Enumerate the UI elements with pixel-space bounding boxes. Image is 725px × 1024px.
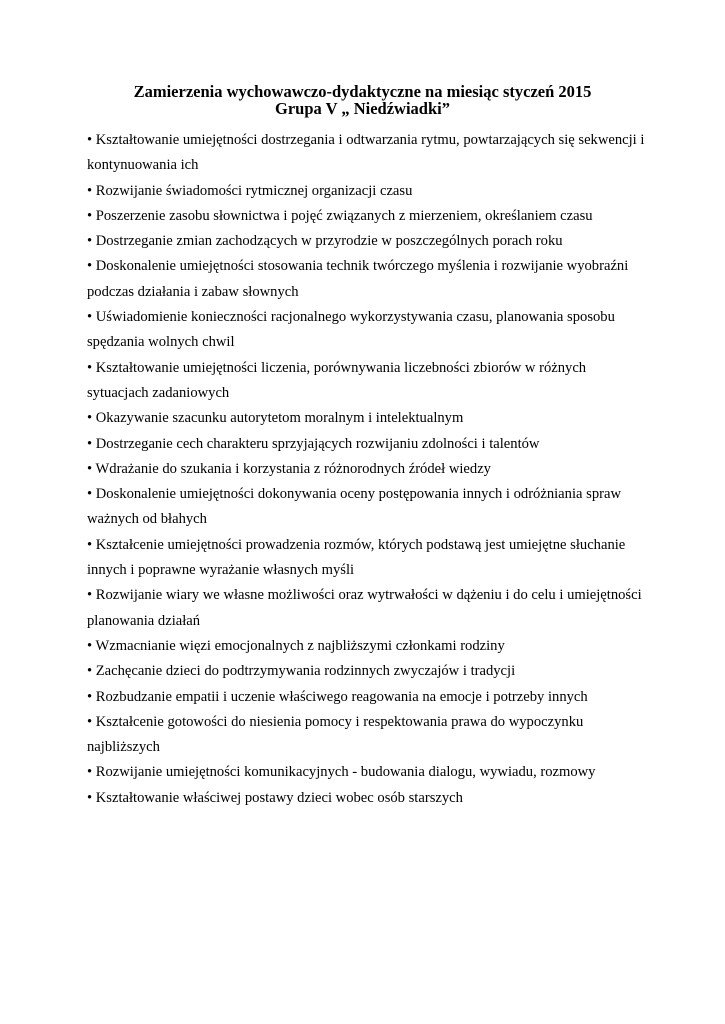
list-item: • Dostrzeganie cech charakteru sprzyjających rozwijaniu zdolności i talentów <box>87 435 540 452</box>
list-item: • Wdrażanie do szukania i korzystania z różnorodnych źródeł wiedzy <box>87 460 491 477</box>
list-item: • Rozwijanie wiary we własne możliwości oraz wytrwałości w dążeniu i do celu i umiejętności planowania działań <box>87 587 642 629</box>
list-item: • Wzmacnianie więzi emocjonalnych z najbliższymi członkami rodziny <box>87 637 505 654</box>
list-item: • Doskonalenie umiejętności dokonywania oceny postępowania innych i odróżniania spraw ważnych od błahych <box>87 486 621 528</box>
list-item: • Kształtowanie umiejętności dostrzegania i odtwarzania rytmu, powtarzających się sekwencji i kontynuowania ich <box>87 132 645 174</box>
title-line-1: Zamierzenia wychowawczo-dydaktyczne na miesiąc styczeń 2015 <box>133 82 592 101</box>
list-item: • Poszerzenie zasobu słownictwa i pojęć związanych z mierzeniem, określaniem czasu <box>87 207 593 224</box>
goals-list <box>87 128 647 811</box>
list-item: • Doskonalenie umiejętności stosowania technik twórczego myślenia i rozwijanie wyobraźni podczas działania i zabaw słownych <box>87 258 629 300</box>
list-item: • Rozbudzanie empatii i uczenie właściwego reagowania na emocje i potrzeby innych <box>87 688 588 705</box>
list-item: • Kształtowanie właściwej postawy dzieci wobec osób starszych <box>87 789 463 806</box>
list-item: • Kształcenie umiejętności prowadzenia rozmów, których podstawą jest umiejętne słuchanie innych i poprawne wyrażanie własnych myśli <box>87 536 626 579</box>
list-item: • Kształcenie gotowości do niesienia pomocy i respektowania prawa do wypoczynku najbliższych <box>87 713 584 756</box>
list-item: • Uświadomienie konieczności racjonalnego wykorzystywania czasu, planowania sposobu spędzania wolnych chwil <box>87 309 615 351</box>
list-item: • Rozwijanie świadomości rytmicznej organizacji czasu <box>87 182 413 199</box>
document-title <box>0 83 725 117</box>
list-item: • Zachęcanie dzieci do podtrzymywania rodzinnych zwyczajów i tradycji <box>87 663 516 680</box>
list-item: • Rozwijanie umiejętności komunikacyjnych - budowania dialogu, wywiadu, rozmowy <box>87 764 596 781</box>
list-item: • Okazywanie szacunku autorytetom moralnym i intelektualnym <box>87 410 464 427</box>
list-item: • Kształtowanie umiejętności liczenia, porównywania liczebności zbiorów w różnych sytuacjach zadaniowych <box>87 359 587 401</box>
list-item: • Dostrzeganie zmian zachodzących w przyrodzie w poszczególnych porach roku <box>87 233 563 250</box>
title-line-2: Grupa V „ Niedźwiadki” <box>275 99 450 118</box>
